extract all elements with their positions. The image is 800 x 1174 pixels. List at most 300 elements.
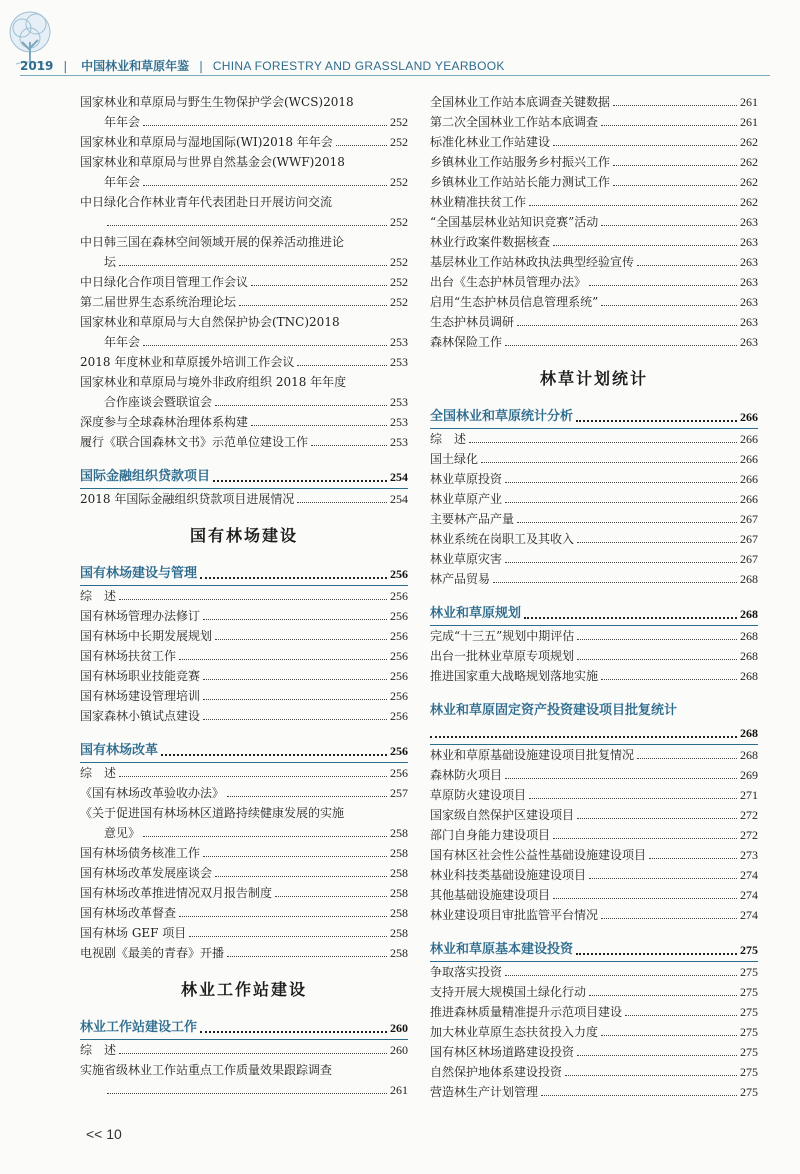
toc-page-number: 258 <box>390 926 408 940</box>
toc-entry[interactable] <box>430 192 758 212</box>
toc-entry-title: 出台一批林业草原专项规划 <box>430 649 575 663</box>
toc-page-number: 256 <box>390 689 408 703</box>
toc-entry-title: 国有林区林场道路建设投资 <box>430 1045 575 1059</box>
header-title-en: CHINA FORESTRY AND GRASSLAND YEARBOOK <box>212 59 505 73</box>
toc-page-number: 256 <box>390 649 408 663</box>
dot-leader <box>589 285 737 286</box>
dot-leader <box>119 265 387 266</box>
toc-entry[interactable] <box>80 192 408 232</box>
toc-entry-title: 2018 年国际金融组织贷款项目进展情况 <box>80 492 295 506</box>
toc-entry[interactable] <box>80 686 408 706</box>
section-heading[interactable]: 国际金融组织贷款项目 254 <box>80 466 408 489</box>
toc-entry[interactable] <box>430 962 758 982</box>
toc-page-number: 268 <box>740 748 758 762</box>
toc-page-number: 258 <box>390 906 408 920</box>
toc-entry-title: 实施省级林业工作站重点工作质量效果跟踪调查 <box>80 1063 333 1077</box>
toc-entry[interactable] <box>80 232 408 272</box>
toc-group <box>80 489 408 509</box>
dot-leader <box>251 285 387 286</box>
toc-entry[interactable] <box>80 843 408 863</box>
dot-leader <box>601 125 737 126</box>
toc-entry-title: 国有林场 GEF 项目 <box>80 926 187 940</box>
toc-entry-title: 《关于促进国有林场林区道路持续健康发展的实施 <box>80 806 345 820</box>
toc-entry-title: 全国林业工作站本底调查关键数据 <box>430 95 611 109</box>
toc-page-number: 258 <box>390 846 408 860</box>
toc-entry-title: 部门自身能力建设项目 <box>430 828 551 842</box>
toc-entry-title: 国家林业和草原局与境外非政府组织 2018 年年度 <box>80 375 347 389</box>
dot-leader <box>469 442 737 443</box>
dot-leader <box>517 522 737 523</box>
toc-entry[interactable] <box>80 1060 408 1100</box>
toc-entry-title: 林业行政案件数据核查 <box>430 235 551 249</box>
dot-leader <box>275 896 387 897</box>
toc-entry-title: 生态护林员调研 <box>430 315 515 329</box>
toc-entry[interactable] <box>80 312 408 352</box>
toc-entry-title: 国家林业和草原局与大自然保护协会(TNC)2018 <box>80 315 340 329</box>
dot-leader <box>637 265 737 266</box>
toc-entry[interactable] <box>80 586 408 606</box>
toc-page-number: 261 <box>740 115 758 129</box>
toc-page-number: 273 <box>740 848 758 862</box>
toc-page-number: 275 <box>740 965 758 979</box>
toc-page-number: 268 <box>740 629 758 643</box>
toc-entry[interactable] <box>80 606 408 626</box>
toc-entry[interactable] <box>430 1062 758 1082</box>
toc-entry-title: 国家森林小镇试点建设 <box>80 709 201 723</box>
dot-leader <box>119 599 387 600</box>
toc-entry[interactable] <box>80 943 408 963</box>
toc-page-number: 263 <box>740 255 758 269</box>
toc-entry[interactable] <box>80 372 408 412</box>
dot-leader <box>601 305 737 306</box>
running-header: 2019 | 中国林业和草原年鉴 | CHINA FORESTRY AND GRASSLAND YEARBOOK <box>20 59 505 73</box>
toc-entry-title: 国有林场职业技能竞赛 <box>80 669 201 683</box>
toc-page-number: 269 <box>740 768 758 782</box>
toc-entry[interactable] <box>430 1042 758 1062</box>
toc-entry[interactable] <box>80 763 408 783</box>
toc-entry[interactable] <box>80 1040 408 1060</box>
toc-entry[interactable] <box>80 923 408 943</box>
dot-leader <box>119 776 387 777</box>
toc-group <box>430 429 758 589</box>
toc-entry-title: 国家林业和草原局与野生生物保护学会(WCS)2018 <box>80 95 354 109</box>
toc-entry[interactable] <box>80 803 408 843</box>
toc-entry-title: 综 述 <box>80 589 117 603</box>
toc-entry-title: 2018 年度林业和草原援外培训工作会议 <box>80 355 295 369</box>
dot-leader <box>553 245 737 246</box>
toc-entry-title: 林业草原灾害 <box>430 552 503 566</box>
dot-leader <box>311 445 387 446</box>
toc-entry[interactable] <box>430 232 758 252</box>
toc-page-number: 252 <box>390 215 408 229</box>
toc-page-number: 252 <box>390 115 408 129</box>
toc-entry[interactable] <box>80 292 408 312</box>
toc-entry[interactable] <box>80 666 408 686</box>
toc-page-number: 253 <box>390 395 408 409</box>
toc-entry[interactable] <box>430 489 758 509</box>
toc-page-number: 268 <box>740 669 758 683</box>
toc-entry[interactable] <box>430 212 758 232</box>
toc-entry[interactable] <box>430 745 758 765</box>
toc-entry[interactable] <box>430 865 758 885</box>
toc-entry-title: 林业科技类基础设施建设项目 <box>430 868 587 882</box>
toc-entry[interactable] <box>80 706 408 726</box>
dot-leader <box>203 619 387 620</box>
toc-page-number: 275 <box>740 1025 758 1039</box>
dot-leader <box>589 995 737 996</box>
dot-leader <box>637 758 737 759</box>
toc-entry-title: 林业和草原基础设施建设项目批复情况 <box>430 748 635 762</box>
toc-group <box>80 1040 408 1100</box>
dot-leader <box>577 818 737 819</box>
dot-leader <box>613 165 737 166</box>
section-heading[interactable]: 林业工作站建设工作 260 <box>80 1017 408 1040</box>
toc-page-number: 253 <box>390 335 408 349</box>
toc-entry[interactable] <box>430 646 758 666</box>
dot-leader <box>179 659 387 660</box>
dot-leader <box>203 856 387 857</box>
toc-page-number: 268 <box>740 649 758 663</box>
toc-entry-title: “全国基层林业站知识竞赛”活动 <box>430 215 599 229</box>
section-heading[interactable]: 林业和草原固定资产投资建设项目批复统计 268 <box>430 700 758 745</box>
toc-entry-title: 乡镇林业工作站站长能力测试工作 <box>430 175 611 189</box>
toc-group <box>430 92 758 352</box>
toc-entry-title: 争取落实投资 <box>430 965 503 979</box>
toc-page-number: 274 <box>740 868 758 882</box>
dot-leader <box>517 325 737 326</box>
toc-entry-title: 国有林区社会性公益性基础设施建设项目 <box>430 848 647 862</box>
toc-entry-title: 国土绿化 <box>430 452 479 466</box>
toc-entry-title: 综 述 <box>80 1043 117 1057</box>
dot-leader <box>529 798 737 799</box>
toc-entry-title: 中日绿化合作林业青年代表团赴日开展访问交流 <box>80 195 333 209</box>
toc-page-number: 253 <box>390 415 408 429</box>
dot-leader <box>297 365 387 366</box>
toc-entry-title: 林业精准扶贫工作 <box>430 195 527 209</box>
toc-entry-title: 支持开展大规模国土绿化行动 <box>430 985 587 999</box>
toc-page-number: 263 <box>740 335 758 349</box>
toc-entry[interactable] <box>80 152 408 192</box>
toc-entry[interactable] <box>430 252 758 272</box>
dot-leader <box>601 918 737 919</box>
dot-leader <box>505 482 737 483</box>
toc-page-number: 256 <box>390 629 408 643</box>
toc-page-number: 258 <box>390 946 408 960</box>
toc-entry[interactable] <box>80 132 408 152</box>
toc-entry-title: 国有林场改革督查 <box>80 906 177 920</box>
toc-entry[interactable] <box>430 825 758 845</box>
page-header <box>0 0 800 78</box>
section-heading[interactable]: 林业和草原基本建设投资 275 <box>430 939 758 962</box>
dot-leader <box>553 838 737 839</box>
dot-leader <box>553 145 737 146</box>
toc-entry-title: 营造林生产计划管理 <box>430 1085 539 1099</box>
chapter-title: 林业工作站建设 <box>180 980 307 999</box>
toc-entry-title-continued: 年年会 <box>104 335 141 349</box>
toc-entry[interactable] <box>80 432 408 452</box>
toc-page-number: 275 <box>740 1065 758 1079</box>
toc-entry[interactable] <box>430 509 758 529</box>
toc-page-number: 254 <box>390 492 408 506</box>
toc-page-number: 275 <box>740 985 758 999</box>
toc-page-number: 262 <box>740 175 758 189</box>
toc-page-number: 260 <box>390 1043 408 1057</box>
toc-entry-title: 电视剧《最美的青春》开播 <box>80 946 225 960</box>
section-heading[interactable]: 全国林业和草原统计分析 266 <box>430 406 758 429</box>
header-title-cn: 中国林业和草原年鉴 <box>81 59 190 73</box>
toc-entry[interactable] <box>430 332 758 352</box>
dot-leader <box>613 185 737 186</box>
toc-entry[interactable] <box>430 549 758 569</box>
toc-entry[interactable] <box>430 92 758 112</box>
dot-leader <box>227 796 387 797</box>
toc-page-number: 262 <box>740 195 758 209</box>
dot-leader <box>239 305 387 306</box>
toc-entry-title: 乡镇林业工作站服务乡村振兴工作 <box>430 155 611 169</box>
dot-leader <box>227 956 387 957</box>
dot-leader <box>251 425 387 426</box>
toc-right-column <box>430 92 758 1102</box>
toc-entry-title: 林业草原投资 <box>430 472 503 486</box>
toc-page-number: 256 <box>390 766 408 780</box>
toc-entry[interactable] <box>80 489 408 509</box>
toc-entry[interactable] <box>430 132 758 152</box>
toc-left-column <box>80 92 408 1100</box>
toc-entry-title: 第二届世界生态系统治理论坛 <box>80 295 237 309</box>
toc-page-number: 263 <box>740 235 758 249</box>
section-heading[interactable]: 国有林场改革 256 <box>80 740 408 763</box>
dot-leader <box>215 405 387 406</box>
dot-leader <box>189 936 387 937</box>
toc-page-number: 252 <box>390 135 408 149</box>
toc-entry-title: 国有林场债务核准工作 <box>80 846 201 860</box>
toc-entry[interactable] <box>430 1002 758 1022</box>
toc-page-number: 261 <box>390 1083 408 1097</box>
toc-entry[interactable] <box>430 666 758 686</box>
toc-entry[interactable] <box>430 905 758 925</box>
toc-page-number: 253 <box>390 435 408 449</box>
toc-entry[interactable] <box>80 646 408 666</box>
toc-page-number: 258 <box>390 866 408 880</box>
toc-entry-title: 国家林业和草原局与世界自然基金会(WWF)2018 <box>80 155 345 169</box>
dot-leader <box>505 778 737 779</box>
dot-leader <box>505 502 737 503</box>
chapter-title: 林草计划统计 <box>539 369 648 388</box>
toc-entry-title: 国家级自然保护区建设项目 <box>430 808 575 822</box>
toc-page-number: 266 <box>740 432 758 446</box>
toc-page-number: 275 <box>740 1005 758 1019</box>
toc-page-number: 274 <box>740 888 758 902</box>
dot-leader <box>107 1093 387 1094</box>
toc-entry-title: 中日绿化合作项目管理工作会议 <box>80 275 249 289</box>
toc-entry-title: 国有林场扶贫工作 <box>80 649 177 663</box>
toc-entry[interactable] <box>430 982 758 1002</box>
toc-entry-title: 推进森林质量精准提升示范项目建设 <box>430 1005 623 1019</box>
toc-page-number: 256 <box>390 669 408 683</box>
toc-entry[interactable] <box>430 469 758 489</box>
toc-entry-title: 加大林业草原生态扶贫投入力度 <box>430 1025 599 1039</box>
toc-entry-title: 完成“十三五”规划中期评估 <box>430 629 575 643</box>
toc-entry[interactable] <box>80 783 408 803</box>
toc-entry[interactable] <box>430 429 758 449</box>
toc-entry[interactable] <box>80 903 408 923</box>
toc-group <box>430 962 758 1102</box>
toc-entry-title-continued: 坛 <box>104 255 117 269</box>
toc-entry-title: 综 述 <box>430 432 467 446</box>
dot-leader <box>215 876 387 877</box>
toc-entry[interactable] <box>430 845 758 865</box>
dot-leader <box>553 898 737 899</box>
toc-page-number: 258 <box>390 826 408 840</box>
dot-leader <box>601 1035 737 1036</box>
toc-entry[interactable] <box>80 352 408 372</box>
toc-entry[interactable] <box>430 152 758 172</box>
dot-leader <box>577 639 737 640</box>
toc-entry-title: 自然保护地体系建设投资 <box>430 1065 563 1079</box>
toc-entry-title: 深度参与全球森林治理体系构建 <box>80 415 249 429</box>
toc-page-number: 266 <box>740 452 758 466</box>
toc-entry[interactable] <box>430 1082 758 1102</box>
toc-page-number: 261 <box>740 95 758 109</box>
dot-leader <box>529 205 737 206</box>
toc-entry-title: 国有林场建设管理培训 <box>80 689 201 703</box>
toc-page-number: 263 <box>740 315 758 329</box>
toc-page-number: 266 <box>740 472 758 486</box>
dot-leader <box>143 185 387 186</box>
toc-page-number: 275 <box>740 1085 758 1099</box>
section-heading[interactable]: 国有林场建设与管理 256 <box>80 563 408 586</box>
toc-page-number: 271 <box>740 788 758 802</box>
dot-leader <box>119 1053 387 1054</box>
toc-page-number: 257 <box>390 786 408 800</box>
toc-page-number: 252 <box>390 255 408 269</box>
toc-group <box>80 92 408 452</box>
toc-entry-title: 推进国家重大战略规划落地实施 <box>430 669 599 683</box>
toc-entry[interactable] <box>80 92 408 132</box>
toc-entry[interactable] <box>430 172 758 192</box>
toc-entry[interactable] <box>430 885 758 905</box>
toc-entry-title: 启用“生态护林员信息管理系统” <box>430 295 599 309</box>
dot-leader <box>649 858 737 859</box>
section-heading[interactable]: 林业和草原规划 268 <box>430 603 758 626</box>
dot-leader <box>577 1055 737 1056</box>
dot-leader <box>481 462 737 463</box>
toc-entry[interactable] <box>430 112 758 132</box>
toc-page-number: 272 <box>740 828 758 842</box>
toc-entry-title: 林业草原产业 <box>430 492 503 506</box>
toc-entry[interactable] <box>430 449 758 469</box>
toc-page-number: 262 <box>740 135 758 149</box>
dot-leader <box>203 699 387 700</box>
toc-page-number: 252 <box>390 275 408 289</box>
toc-entry-title: 国有林场改革发展座谈会 <box>80 866 213 880</box>
toc-group <box>80 763 408 963</box>
toc-entry-title: 森林防火项目 <box>430 768 503 782</box>
dot-leader <box>143 345 387 346</box>
dot-leader <box>505 345 737 346</box>
toc-entry-title: 国有林场改革推进情况双月报告制度 <box>80 886 273 900</box>
dot-leader <box>577 542 737 543</box>
toc-entry-title: 林产品贸易 <box>430 572 491 586</box>
toc-entry-title: 林业建设项目审批监管平台情况 <box>430 908 599 922</box>
toc-entry-title: 基层林业工作站林政执法典型经验宣传 <box>430 255 635 269</box>
header-rule <box>20 75 770 76</box>
toc-entry-title: 草原防火建设项目 <box>430 788 527 802</box>
toc-entry-title: 其他基础设施建设项目 <box>430 888 551 902</box>
toc-page-number: 252 <box>390 295 408 309</box>
toc-entry-title: 标准化林业工作站建设 <box>430 135 551 149</box>
toc-page-number: 274 <box>740 908 758 922</box>
toc-entry[interactable] <box>80 272 408 292</box>
dot-leader <box>215 639 387 640</box>
toc-group <box>80 586 408 726</box>
toc-entry-title-continued: 年年会 <box>104 115 141 129</box>
toc-page-number: 263 <box>740 295 758 309</box>
dot-leader <box>143 125 387 126</box>
toc-page-number: 256 <box>390 609 408 623</box>
toc-entry[interactable] <box>430 1022 758 1042</box>
toc-entry[interactable] <box>430 272 758 292</box>
chapter-title: 国有林场建设 <box>189 526 298 545</box>
toc-entry[interactable] <box>430 805 758 825</box>
toc-page-number: 267 <box>740 552 758 566</box>
toc-entry-title: 国家林业和草原局与湿地国际(WI)2018 年年会 <box>80 135 333 149</box>
toc-entry[interactable] <box>430 529 758 549</box>
toc-entry-title: 第二次全国林业工作站本底调查 <box>430 115 599 129</box>
toc-entry-title-continued: 年年会 <box>104 175 141 189</box>
toc-entry[interactable] <box>430 765 758 785</box>
toc-entry[interactable] <box>430 785 758 805</box>
dot-leader <box>336 145 387 146</box>
toc-entry-title: 森林保险工作 <box>430 335 503 349</box>
toc-page-number: 267 <box>740 512 758 526</box>
page-number: << 10 <box>86 1126 122 1142</box>
toc-entry[interactable] <box>430 569 758 589</box>
toc-page-number: 266 <box>740 492 758 506</box>
dot-leader <box>541 1095 737 1096</box>
toc-entry[interactable] <box>80 863 408 883</box>
toc-entry[interactable] <box>430 292 758 312</box>
toc-page-number: 258 <box>390 886 408 900</box>
toc-entry[interactable] <box>80 412 408 432</box>
toc-group <box>430 745 758 925</box>
toc-entry-title: 综 述 <box>80 766 117 780</box>
toc-page-number: 256 <box>390 709 408 723</box>
dot-leader <box>203 719 387 720</box>
toc-entry[interactable] <box>80 883 408 903</box>
toc-entry-title-continued: 合作座谈会暨联谊会 <box>104 395 213 409</box>
dot-leader <box>601 679 737 680</box>
toc-entry[interactable] <box>80 626 408 646</box>
dot-leader <box>577 659 737 660</box>
toc-entry-title: 林业系统在岗职工及其收入 <box>430 532 575 546</box>
dot-leader <box>613 105 737 106</box>
toc-page-number: 262 <box>740 155 758 169</box>
toc-page-number: 268 <box>740 572 758 586</box>
dot-leader <box>505 975 737 976</box>
toc-page-number: 256 <box>390 589 408 603</box>
toc-entry[interactable] <box>430 626 758 646</box>
toc-entry-title: 出台《生态护林员管理办法》 <box>430 275 587 289</box>
dot-leader <box>505 562 737 563</box>
toc-page-number: 253 <box>390 355 408 369</box>
toc-page-number: 275 <box>740 1045 758 1059</box>
dot-leader <box>601 225 737 226</box>
dot-leader <box>625 1015 737 1016</box>
toc-entry[interactable] <box>430 312 758 332</box>
dot-leader <box>203 679 387 680</box>
toc-page-number: 267 <box>740 532 758 546</box>
